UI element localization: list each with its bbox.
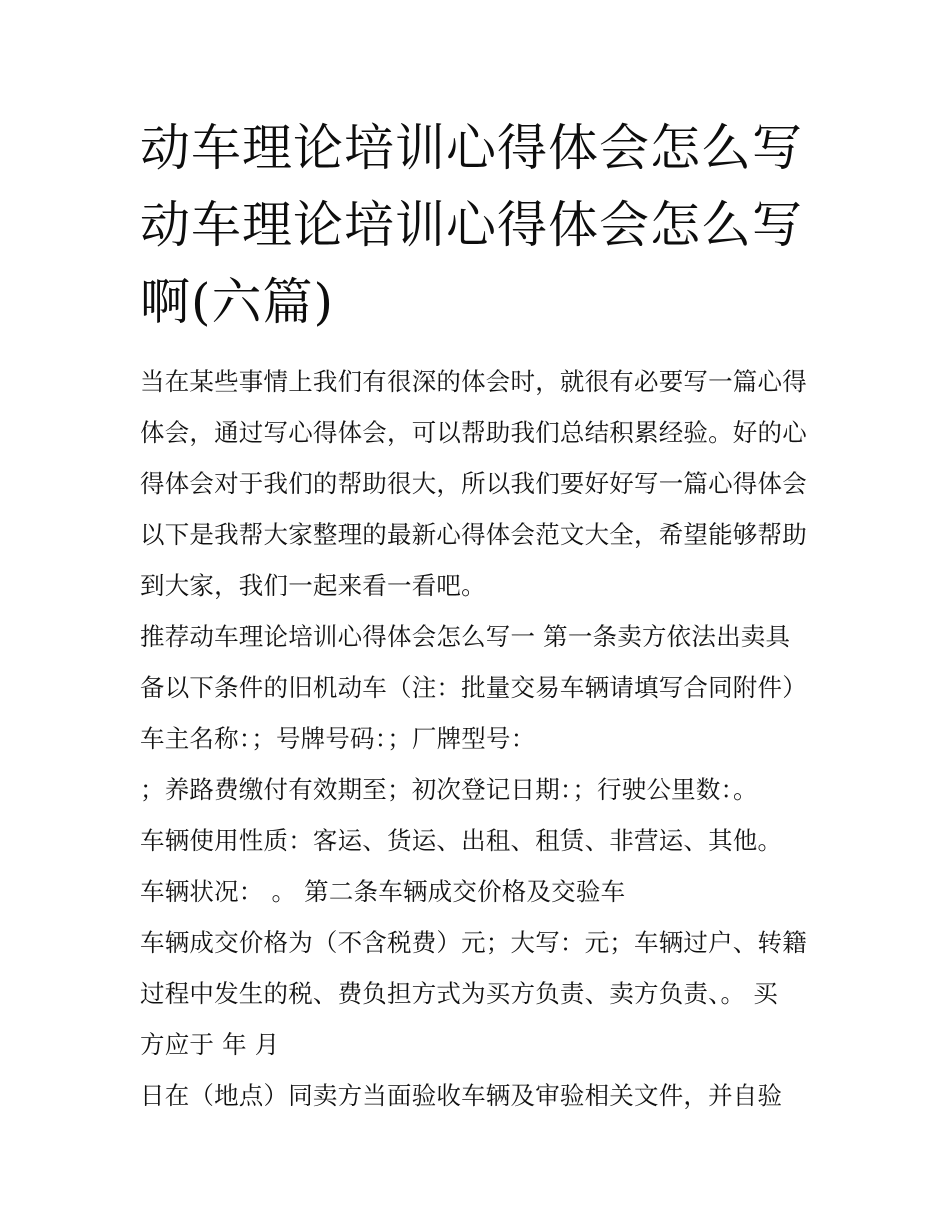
body-line: 过程中发生的税、费负担方式为买方负责、卖方负责、。 买	[140, 979, 778, 1008]
body-line: 车辆状况： 。 第二条车辆成交价格及交验车	[140, 877, 626, 906]
body-line: 日在（地点）同卖方当面验收车辆及审验相关文件，并自验	[140, 1081, 783, 1110]
body-line: 车辆成交价格为（不含税费）元；大写：元；车辆过户、转籍	[140, 928, 807, 957]
body-line: 当在某些事情上我们有很深的体会时，就很有必要写一篇心得	[140, 367, 807, 396]
body-line: 得体会对于我们的帮助很大，所以我们要好好写一篇心得体会	[140, 469, 807, 498]
title-line: 啊(六篇)	[140, 273, 335, 331]
body-line: 车主名称：；号牌号码：；厂牌型号：	[140, 724, 536, 753]
body-line: 到大家，我们一起来看一看吧。	[140, 571, 486, 600]
body-line: 以下是我帮大家整理的最新心得体会范文大全，希望能够帮助	[140, 520, 807, 549]
title-line: 动车理论培训心得体会怎么写	[140, 196, 803, 254]
body-line: 体会，通过写心得体会，可以帮助我们总结积累经验。好的心	[140, 418, 807, 447]
body-line: 推荐动车理论培训心得体会怎么写一 第一条卖方依法出卖具	[140, 622, 791, 651]
document-title	[140, 110, 820, 341]
body-line: 备以下条件的旧机动车（注：批量交易车辆请填写合同附件）	[140, 673, 807, 702]
body-line: ；养路费缴付有效期至；初次登记日期：；行驶公里数：。	[140, 775, 758, 804]
body-line: 方应于 年 月	[140, 1030, 280, 1059]
title-line: 动车理论培训心得体会怎么写	[140, 119, 803, 177]
body-line: 车辆使用性质：客运、货运、出租、租赁、非营运、其他。	[140, 826, 783, 855]
document-body	[140, 356, 830, 1121]
